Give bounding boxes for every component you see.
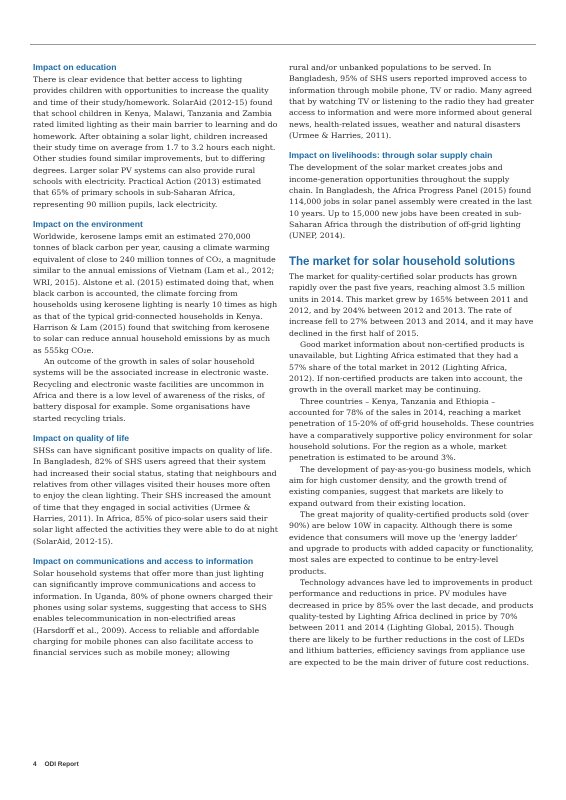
section-heading: Impact on quality of life: [33, 432, 129, 443]
page-footer: [33, 761, 79, 768]
section-livelihoods: [289, 150, 534, 241]
page-number: 4: [33, 761, 37, 768]
section-heading: Impact on education: [33, 62, 117, 72]
paragraph: SHSs can have significant positive impacts on quality of life. In Bangladesh, 82% of SHS users agreed that their system had increased their social status, stating that neighbours and relatives from other villages visited their houses more often to enjoy the clean lighting. Their SHS increased the amount of time that they engaged in social activities (Urmee & Harries, 2011). In Africa, 85% of pico-solar users said their solar light affected the activities they were able to do at night (SolarAid, 2012-15).: [33, 445, 278, 546]
section-education: [33, 62, 278, 210]
section-heading: Impact on the environment: [33, 219, 143, 230]
section-communications: [33, 556, 278, 659]
paragraph: The great majority of quality-certified products sold (over 90%) are below 10W in capacity. Although there is some evidence that consumers will move up the 'energy ladder' and upgrade to products with added capacity or functionality, most sales are expected to continue to be entry-level products.: [289, 510, 534, 576]
paragraph: The development of pay-as-you-go business models, which aim for high customer density, and the growth trend of existing companies, suggest that markets are likely to expand outward from their existing location.: [289, 464, 532, 508]
left-column: [33, 62, 278, 659]
paragraph: Three countries – Kenya, Tanzania and Ethiopia – accounted for 78% of the sales in 2014, reaching a market penetration of 15-20% of off-grid households. These countries have a comparatively supportive policy environment for solar household solutions. For the region as a whole, market penetration is estimated to be around 3%.: [289, 396, 534, 463]
right-column: [289, 62, 534, 668]
section-heading: Impact on communications and access to information: [33, 556, 254, 567]
paragraph: Worldwide, kerosene lamps emit an estimated 270,000 tonnes of black carbon per year, causing a climate warming equivalent of close to 240 million tonnes of CO₂, a magnitude similar to the annual emissions of Vietnam (Lam et al., 2012; WRI, 2015). Alstone et al. (2015) estimated doing that, when black carbon is accounted, the climate forcing from households using kerosene lighting is nearly 10 times as high as that of the typical grid-connected households in Kenya. Harrison & Lam (2015) found that switching from kerosene to solar can reduce annual household emissions by as much as 555kg CO₂e.: [33, 232, 278, 355]
paragraph: The development of the solar market creates jobs and income-generation opportunities throughout the supply chain. In Bangladesh, the Africa Progress Panel (2015) found 114,000 jobs in solar panel assembly were created in the last 10 years. Up to 15,000 new jobs have been created in sub-Saharan Africa through the distribution of off-grid lighting (UNEP, 2014).: [289, 163, 532, 241]
section-heading: Impact on livelihoods: through solar supply chain: [289, 150, 493, 161]
paragraph: There is clear evidence that better access to lighting provides children with opportunities to increase the quality and time of their study/homework. SolarAid (2012-15) found that school children in Kenya, Malawi, Tanzania and Zambia rated limited lighting as their main barrier to learning and do homework. After obtaining a solar light, children increased their study time on average from 1.7 to 3.2 hours each night. Other studies found similar improvements, but to differing degrees. Larger solar PV systems can also provide rural schools with electricity. Practical Action (2013) estimated that 65% of primary schools in sub-Saharan Africa, representing 90 million pupils, lack electricity.: [33, 75, 278, 209]
section-quality-of-life: [33, 433, 278, 547]
section-heading-large: The market for solar household solutions: [289, 255, 516, 268]
section-environment: [33, 219, 278, 424]
header-rule: [30, 44, 536, 45]
paragraph: An outcome of the growth in sales of solar household systems will be the associated increase in electronic waste. Recycling and electronic waste facilities are uncommon in Africa and there is a low level of awareness of the risks, of battery disposal for example. Some organisations have started recycling trials.: [33, 356, 269, 423]
paragraph: Technology advances have led to improvements in product performance and reductions in price. PV modules have decreased in price by 85% over the last decade, and products quality-tested by Lighting Africa declined in price by 70% between 2011 and 2014 (Lighting Global, 2015). Though there are likely to be further reductions in the cost of LEDs and lithium batteries, efficiency savings from appliance use are expected to be the main driver of future cost reductions.: [289, 578, 534, 667]
report-name: ODI Report: [44, 761, 79, 768]
paragraph-continued: rural and/or unbanked populations to be served. In Bangladesh, 95% of SHS users reported improved access to information through mobile phone, TV or radio. Many agreed that by watching TV or listening to the radio they had greater access to information and were more informed about general news, health-related issues, weather and natural disasters (Urmee & Harries, 2011).: [289, 63, 534, 141]
paragraph: The market for quality-certified solar products has grown rapidly over the past five years, reaching almost 3.5 million units in 2014. This market grew by 165% between 2011 and 2012, and by 204% between 2012 and 2013. The rate of increase fell to 27% between 2013 and 2014, and it may have declined in the first half of 2015.: [289, 271, 534, 338]
paragraph: Solar household systems that offer more than just lighting can significantly improve communications and access to information. In Uganda, 80% of phone owners charged their phones using solar systems, suggesting that access to SHS enables telecommunication in non-electrified areas (Harsdorff et al., 2009). Access to reliable and affordable charging for mobile phones can also facilitate access to financial services such as mobile money; allowing: [33, 569, 273, 658]
paragraph: Good market information about non-certified products is unavailable, but Lighting Africa estimated that they had a 57% share of the total market in 2012 (Lighting Africa, 2012). If non-certified products are taken into account, the growth in the overall market may be continuing.: [289, 339, 525, 395]
section-market: [289, 255, 534, 668]
